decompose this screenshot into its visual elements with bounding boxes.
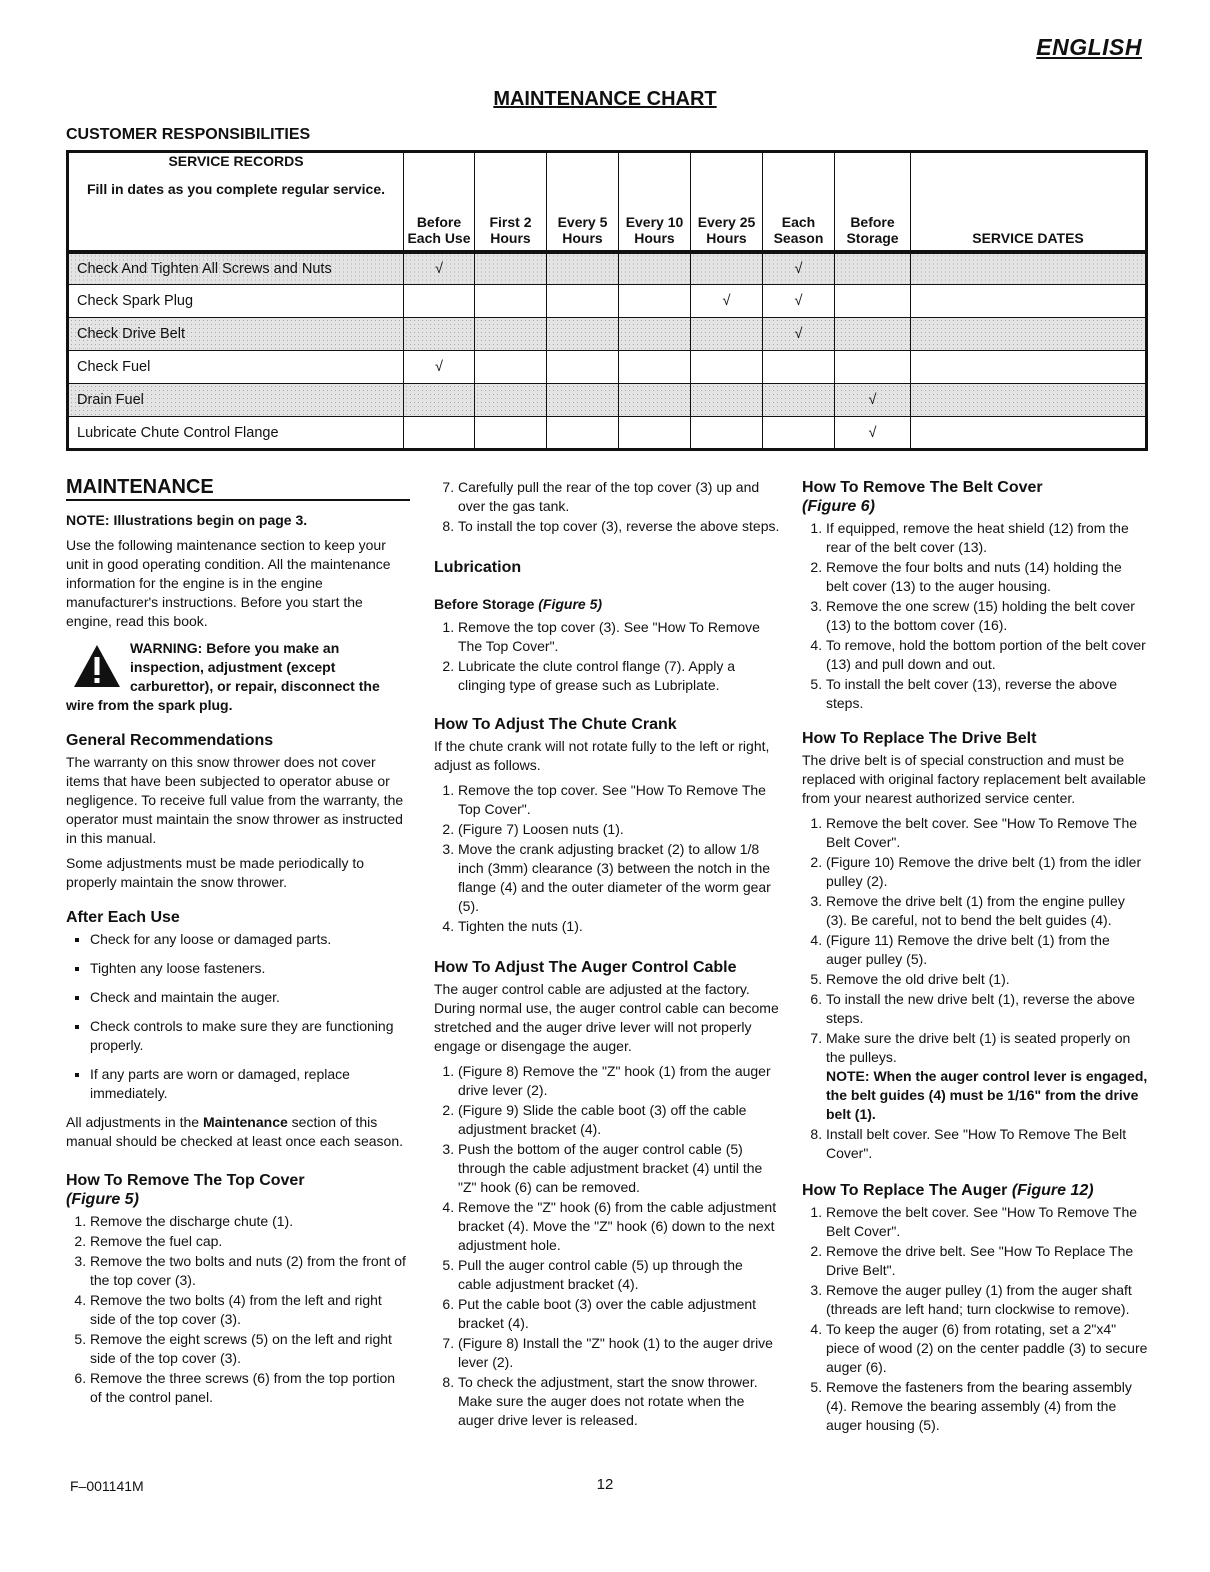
list-item: 1. Remove the top cover. See "How To Remove The Top Cover". — [458, 781, 780, 819]
illustrations-note: NOTE: Illustrations begin on page 3. — [66, 512, 308, 528]
list-item: 2. (Figure 7) Loosen nuts (1). — [458, 820, 780, 839]
service-date-cell[interactable] — [911, 351, 1147, 384]
service-date-cell[interactable] — [911, 318, 1147, 351]
table-row — [68, 252, 1147, 285]
replace-auger-steps — [802, 1203, 1148, 1435]
column-3 — [802, 478, 1148, 1439]
maintenance-heading: MAINTENANCE — [66, 478, 410, 501]
interval-header: First 2 Hours — [475, 152, 547, 252]
task-cell: Lubricate Chute Control Flange — [68, 417, 404, 450]
chute-crank-heading: How To Adjust The Chute Crank — [434, 716, 677, 733]
chute-crank-intro: If the chute crank will not rotate fully to the left or right, adjust as follows. — [434, 738, 770, 773]
list-item: 7. Carefully pull the rear of the top cover (3) up and over the gas tank. — [458, 478, 780, 516]
check-mark: √ — [691, 285, 763, 318]
column-2 — [434, 478, 780, 1434]
table-row — [68, 384, 1147, 417]
customer-responsibilities-label: CUSTOMER RESPONSIBILITIES — [66, 126, 311, 143]
list-item: 1. If equipped, remove the heat shield (12) from the rear of the belt cover (13). — [826, 519, 1148, 557]
drive-belt-steps — [802, 814, 1148, 1163]
check-mark: √ — [835, 417, 911, 450]
list-item: 5. Remove the fasteners from the bearing assembly (4). Remove the bearing assembly (4) from the auger housing (5). — [826, 1378, 1148, 1435]
service-date-cell[interactable] — [911, 384, 1147, 417]
list-item: 5. Remove the old drive belt (1). — [826, 970, 1148, 989]
check-mark: √ — [404, 351, 475, 384]
list-item: ▪ If any parts are worn or damaged, replace immediately. — [90, 1065, 410, 1103]
task-cell: Check Drive Belt — [68, 318, 404, 351]
intro-paragraph: Use the following maintenance section to keep your unit in good operating condition. All the maintenance information for the engine is in the engine manufacturer's instructions. Before you start the engine, read this book. — [66, 537, 391, 629]
interval-header: Each Season — [763, 152, 835, 252]
top-cover-steps-continued — [434, 478, 780, 536]
task-cell: Check Spark Plug — [68, 285, 404, 318]
after-each-use-heading: After Each Use — [66, 909, 180, 926]
list-item: 3. Remove the auger pulley (1) from the auger shaft (threads are left hand; turn clockwise to remove). — [826, 1281, 1148, 1319]
top-cover-steps — [66, 1212, 410, 1407]
list-item: 8. Install belt cover. See "How To Remove The Belt Cover". — [826, 1125, 1148, 1163]
warning-triangle-icon — [72, 643, 122, 689]
list-item: ▪ Check and maintain the auger. — [90, 988, 410, 1007]
service-date-cell[interactable] — [911, 417, 1147, 450]
list-item: 6. To install the new drive belt (1), reverse the above steps. — [826, 990, 1148, 1028]
lubrication-steps — [434, 618, 780, 695]
list-item: 5. Pull the auger control cable (5) up through the cable adjustment bracket (4). — [458, 1256, 780, 1294]
list-item: 4. To remove, hold the bottom portion of the belt cover (13) and pull down and out. — [826, 636, 1148, 674]
service-records-title: SERVICE RECORDS — [168, 153, 304, 169]
list-item: 8. To install the top cover (3), reverse the above steps. — [458, 517, 780, 536]
service-date-cell[interactable] — [911, 285, 1147, 318]
list-item: 3. Remove the drive belt (1) from the engine pulley (3). Be careful, not to bend the belt guides (4). — [826, 892, 1148, 930]
list-item: 3. Remove the one screw (15) holding the belt cover (13) to the bottom cover (16). — [826, 597, 1148, 635]
list-item: 2. Remove the fuel cap. — [90, 1232, 410, 1251]
service-dates-header: SERVICE DATES — [911, 152, 1147, 252]
list-item: 7. Make sure the drive belt (1) is seated properly on the pulleys. NOTE: When the auger control lever is engaged, the belt guides (4) must be 1/16" from the drive belt (1). — [826, 1029, 1148, 1124]
interval-header: Every 10 Hours — [619, 152, 691, 252]
maintenance-chart-table — [66, 150, 1148, 451]
column-1 — [66, 478, 410, 1411]
general-recommendations-heading: General Recommendations — [66, 732, 274, 749]
before-storage-heading: Before Storage (Figure 5) — [434, 596, 603, 612]
chute-crank-steps — [434, 781, 780, 936]
list-item: ▪ Check controls to make sure they are functioning properly. — [90, 1017, 410, 1055]
after-each-use-list — [66, 930, 410, 1103]
general-paragraph-1: The warranty on this snow thrower does not cover items that have been subjected to operator abuse or negligence. To receive full value from the warranty, the operator must maintain the snow thrower as instructed in this manual. — [66, 754, 404, 846]
list-item: 4. Remove the two bolts (4) from the left and right side of the top cover (3). — [90, 1291, 410, 1329]
page-number: 12 — [596, 1476, 614, 1493]
document-code: F–001141M — [70, 1478, 144, 1494]
warning-block — [66, 639, 410, 715]
table-header-row — [68, 152, 1147, 252]
interval-header: Before Each Use — [404, 152, 475, 252]
list-item: 2. Remove the four bolts and nuts (14) holding the belt cover (13) to the auger housing. — [826, 558, 1148, 596]
drive-belt-intro: The drive belt is of special construction and must be replaced with original factory replacement belt available from your nearest authorized service center. — [802, 752, 1146, 806]
table-row — [68, 351, 1147, 384]
list-item: 6. Put the cable boot (3) over the cable adjustment bracket (4). — [458, 1295, 780, 1333]
top-cover-figure-ref: (Figure 5) — [66, 1191, 139, 1208]
check-mark: √ — [763, 252, 835, 285]
interval-header: Before Storage — [835, 152, 911, 252]
list-item: 1. Remove the top cover (3). See "How To Remove The Top Cover". — [458, 618, 780, 656]
drive-belt-note: NOTE: When the auger control lever is engaged, the belt guides (4) must be 1/16" from the drive belt (1). — [826, 1068, 1148, 1122]
interval-header: Every 25 Hours — [691, 152, 763, 252]
task-cell: Check Fuel — [68, 351, 404, 384]
service-records-subtitle: Fill in dates as you complete regular service. — [86, 181, 385, 197]
table-row — [68, 285, 1147, 318]
table-row — [68, 417, 1147, 450]
auger-cable-heading: How To Adjust The Auger Control Cable — [434, 959, 737, 976]
list-item: ▪ Check for any loose or damaged parts. — [90, 930, 410, 949]
auger-cable-intro: The auger control cable are adjusted at the factory. During normal use, the auger control cable can become stretched and the auger drive lever will not properly engage or disengage the auger. — [434, 981, 779, 1054]
language-header: ENGLISH — [1036, 34, 1142, 60]
adjustments-paragraph: All adjustments in the Maintenance section of this manual should be checked at least once each season. — [66, 1114, 404, 1149]
list-item: 4. (Figure 11) Remove the drive belt (1) from the auger pulley (5). — [826, 931, 1148, 969]
list-item: 6. Remove the three screws (6) from the top portion of the control panel. — [90, 1369, 410, 1407]
list-item: 4. Tighten the nuts (1). — [458, 917, 780, 936]
list-item: 5. Remove the eight screws (5) on the left and right side of the top cover (3). — [90, 1330, 410, 1368]
check-mark: √ — [763, 285, 835, 318]
list-item: 2. Lubricate the clute control flange (7). Apply a clinging type of grease such as Lubriplate. — [458, 657, 780, 695]
list-item: 7. (Figure 8) Install the "Z" hook (1) to the auger drive lever (2). — [458, 1334, 780, 1372]
check-mark: √ — [763, 318, 835, 351]
belt-cover-figure-ref: (Figure 6) — [802, 498, 875, 515]
list-item: ▪ Tighten any loose fasteners. — [90, 959, 410, 978]
check-mark: √ — [404, 252, 475, 285]
interval-header: Every 5 Hours — [547, 152, 619, 252]
lubrication-heading: Lubrication — [434, 559, 522, 576]
check-mark: √ — [835, 384, 911, 417]
service-date-cell[interactable] — [911, 252, 1147, 285]
maintenance-chart-title: MAINTENANCE CHART — [493, 88, 717, 110]
belt-cover-steps — [802, 519, 1148, 713]
list-item: 3. Remove the two bolts and nuts (2) from the front of the top cover (3). — [90, 1252, 410, 1290]
table-row — [68, 318, 1147, 351]
task-cell: Drain Fuel — [68, 384, 404, 417]
list-item: 4. Remove the "Z" hook (6) from the cable adjustment bracket (4). Move the "Z" hook (6) down to the next adjustment hole. — [458, 1198, 780, 1255]
list-item: 4. To keep the auger (6) from rotating, set a 2"x4" piece of wood (2) on the center paddle (3) to secure auger (6). — [826, 1320, 1148, 1377]
list-item: 1. Remove the belt cover. See "How To Remove The Belt Cover". — [826, 1203, 1148, 1241]
list-item: 3. Push the bottom of the auger control cable (5) through the cable adjustment bracket (4) until the "Z" hook (6) can be removed. — [458, 1140, 780, 1197]
list-item: 1. Remove the belt cover. See "How To Remove The Belt Cover". — [826, 814, 1148, 852]
list-item: 1. Remove the discharge chute (1). — [90, 1212, 410, 1231]
list-item: 5. To install the belt cover (13), reverse the above steps. — [826, 675, 1148, 713]
warning-text: WARNING: Before you make an inspection, adjustment (except carburettor), or repair, disconnect the wire from the spark plug. — [66, 640, 380, 713]
list-item: 1. (Figure 8) Remove the "Z" hook (1) from the auger drive lever (2). — [458, 1062, 780, 1100]
general-paragraph-2: Some adjustments must be made periodically to properly maintain the snow thrower. — [66, 855, 365, 890]
service-records-header — [68, 152, 404, 252]
list-item: 3. Move the crank adjusting bracket (2) to allow 1/8 inch (3mm) clearance (3) between the notch in the flange (4) and the outer diameter of the worm gear (5). — [458, 840, 780, 916]
task-cell: Check And Tighten All Screws and Nuts — [68, 252, 404, 285]
list-item: 2. (Figure 9) Slide the cable boot (3) off the cable adjustment bracket (4). — [458, 1101, 780, 1139]
replace-auger-heading: How To Replace The Auger (Figure 12) — [802, 1182, 1094, 1199]
list-item: 2. Remove the drive belt. See "How To Replace The Drive Belt". — [826, 1242, 1148, 1280]
list-item: 8. To check the adjustment, start the snow thrower. Make sure the auger does not rotate when the auger drive lever is released. — [458, 1373, 780, 1430]
top-cover-heading: How To Remove The Top Cover — [66, 1172, 305, 1189]
drive-belt-heading: How To Replace The Drive Belt — [802, 730, 1037, 747]
belt-cover-heading: How To Remove The Belt Cover — [802, 479, 1043, 496]
auger-cable-steps — [434, 1062, 780, 1430]
list-item: 2. (Figure 10) Remove the drive belt (1) from the idler pulley (2). — [826, 853, 1148, 891]
